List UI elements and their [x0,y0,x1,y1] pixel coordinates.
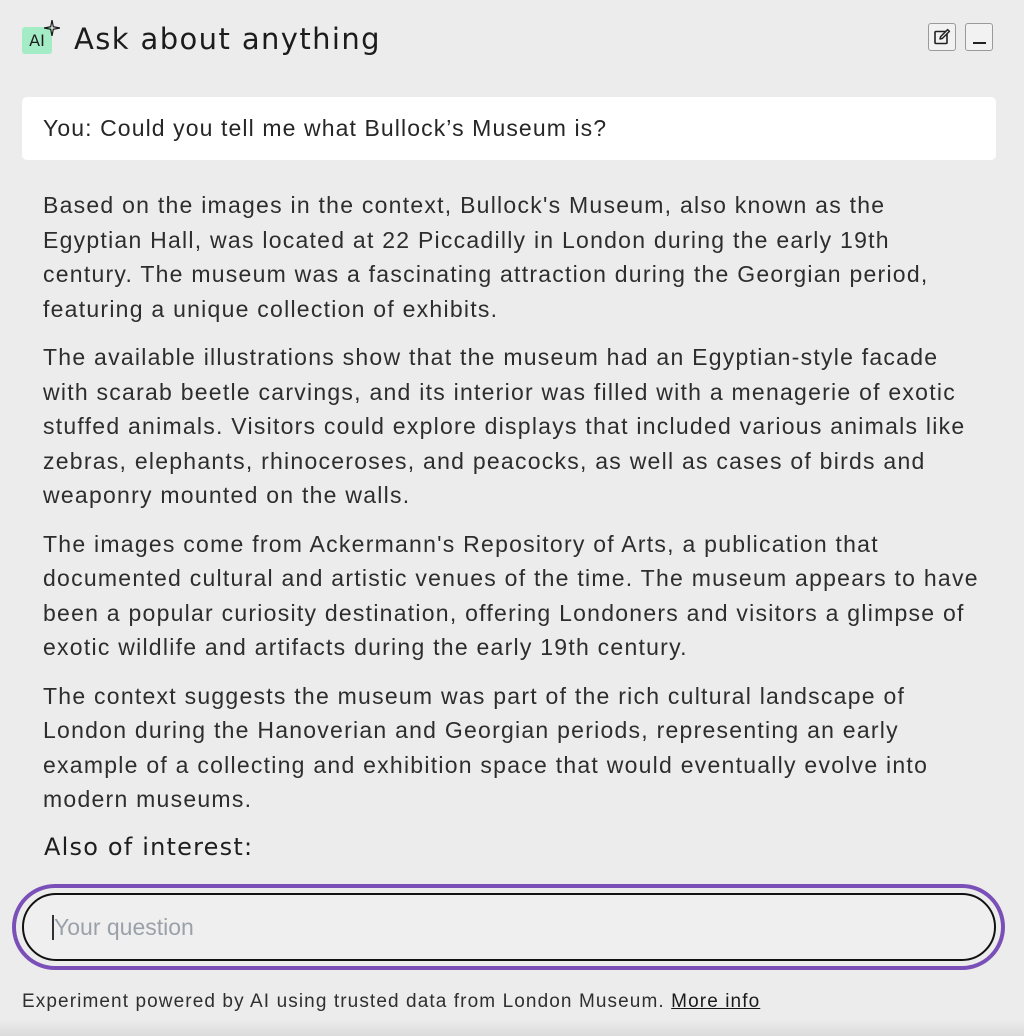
footer-disclaimer [22,988,760,1016]
panel-title: Ask about anything [74,22,381,56]
answer-paragraph: Based on the images in the context, Bullock's Museum, also known as the Egyptian Hall, was located at 22 Piccadilly in London during the early 19th century. The museum was a fascinating attraction during the Georgian period, featuring a unique collection of exhibits. [43,192,929,322]
sparkle-icon [44,20,60,36]
minimize-icon [973,42,986,44]
edit-icon [933,28,951,46]
edit-button[interactable] [928,23,956,51]
answer-paragraph: The context suggests the museum was part of the rich cultural landscape of London during the Hanoverian and Georgian periods, representing an early example of a collecting and exhibition space that would eventually evolve into modern museums. [43,682,929,812]
bottom-edge [0,1020,1024,1036]
more-info-link[interactable]: More info [671,991,761,1012]
answer-paragraph: The images come from Ackermann's Repository of Arts, a publication that documented cultural and artistic venues of the time. The museum appears to have been a popular curiosity destination, offering Londoners and visitors a glimpse of exotic wildlife and artifacts during the early 19th century. [43,530,979,660]
ai-answer [43,188,983,831]
footer-text: Experiment powered by AI using trusted data from London Museum. [22,991,665,1012]
minimize-button[interactable] [965,23,993,51]
user-question: You: Could you tell me what Bullock’s Museum is? [22,97,996,160]
text-caret [52,915,54,940]
question-input[interactable] [22,893,996,961]
answer-paragraph: The available illustrations show that the museum had an Egyptian-style facade with scarab beetle carvings, and its interior was filled with a menagerie of exotic stuffed animals. Visitors could explore displays that included various animals like zebras, elephants, rhinoceroses, and peacocks, as well as cases of birds and weaponry mounted on the walls. [43,344,966,508]
panel-header [22,18,996,62]
also-of-interest-heading: Also of interest: [44,833,254,861]
ai-badge: AI [22,27,52,54]
